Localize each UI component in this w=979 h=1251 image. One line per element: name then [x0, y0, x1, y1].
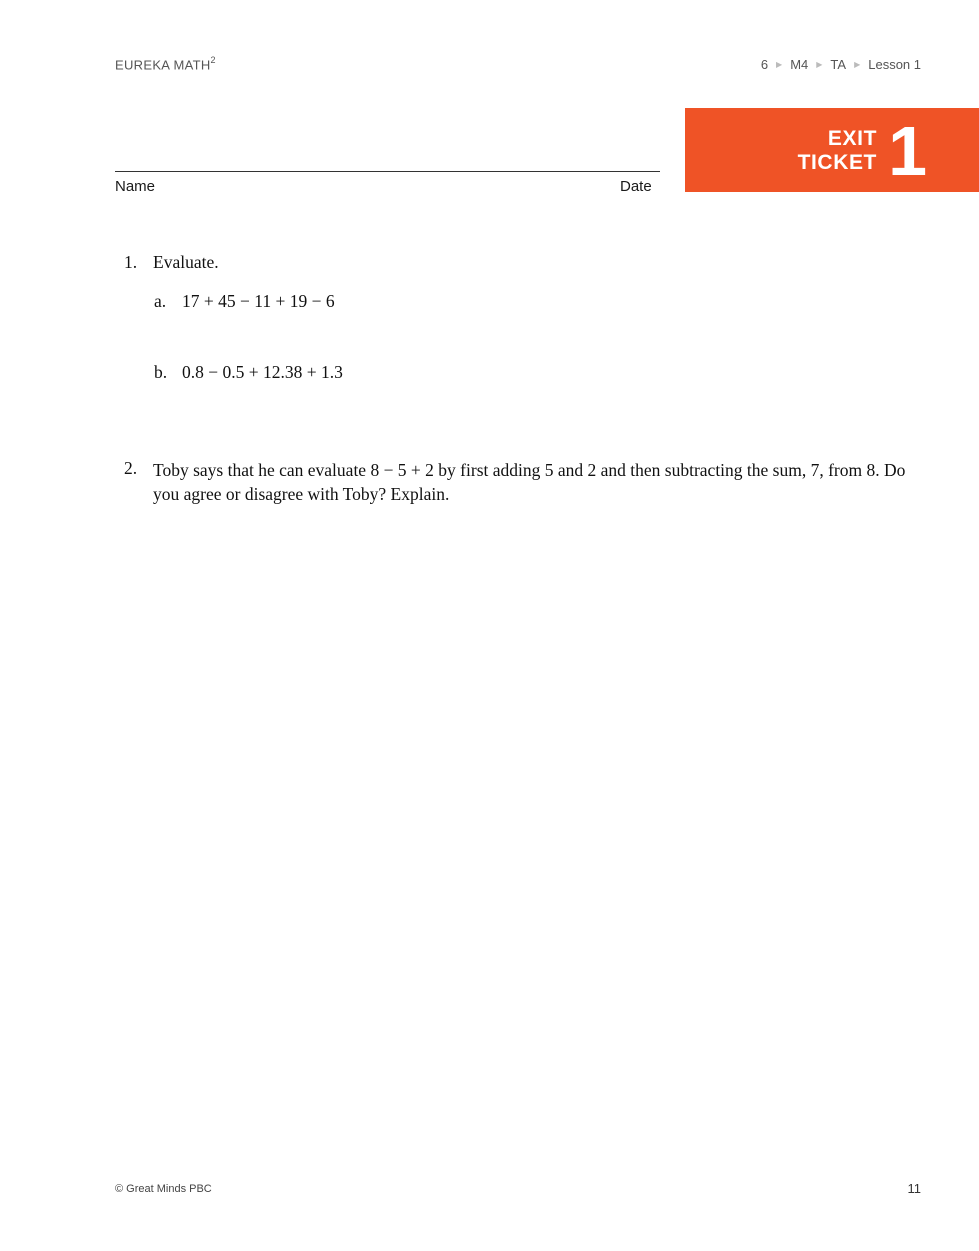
chevron-right-icon: ▶: [776, 60, 783, 69]
exit-ticket-banner: [685, 108, 979, 192]
brand-logo: [115, 56, 216, 72]
name-date-line[interactable]: [115, 171, 660, 172]
chevron-right-icon: ▶: [854, 60, 861, 69]
brand-name: EUREKA MATH: [115, 57, 211, 73]
breadcrumb: [761, 57, 921, 72]
breadcrumb-grade: 6: [760, 57, 769, 72]
question-1-number: 1.: [124, 252, 138, 272]
banner-line-ticket: TICKET: [797, 151, 877, 174]
chevron-right-icon: ▶: [816, 60, 823, 69]
question-1b-letter: b.: [154, 362, 168, 382]
question-2-text: Toby says that he can evaluate 8 − 5 + 2 by first adding 5 and 2 and then subtracting the sum, 7, from 8. Do you agree or disagree with Toby? Explain.: [153, 460, 906, 504]
question-1b-expression: 0.8 − 0.5 + 12.38 + 1.3: [182, 362, 343, 382]
copyright: © Great Minds PBC: [115, 1183, 212, 1195]
brand-superscript: 2: [210, 55, 216, 65]
question-1a-letter: a.: [154, 291, 167, 311]
date-label: Date: [620, 178, 652, 195]
name-label: Name: [115, 178, 156, 195]
breadcrumb-module: M4: [790, 57, 809, 72]
page-number: 11: [907, 1181, 921, 1196]
banner-label: [798, 127, 877, 175]
question-2-number: 2.: [124, 458, 138, 478]
breadcrumb-topic: TA: [830, 57, 847, 72]
banner-line-exit: EXIT: [827, 127, 877, 150]
question-1-prompt: Evaluate.: [153, 252, 219, 272]
banner-lesson-number: 1: [888, 112, 927, 190]
breadcrumb-lesson: Lesson 1: [868, 57, 921, 72]
question-1a-expression: 17 + 45 − 11 + 19 − 6: [182, 291, 335, 311]
